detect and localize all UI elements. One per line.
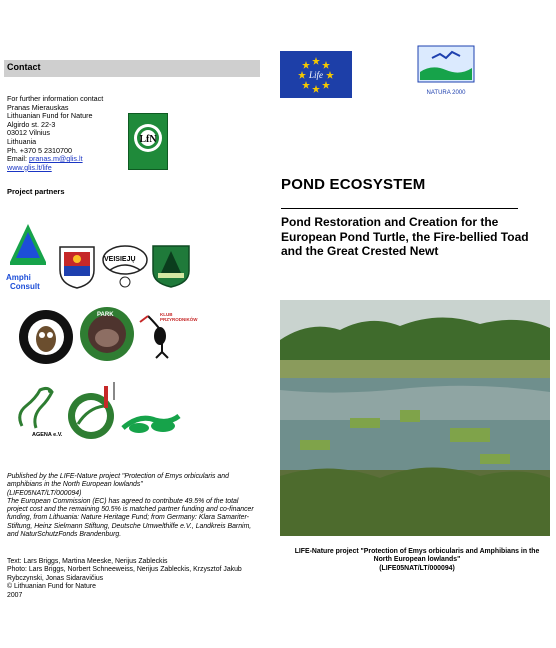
email-label: Email: bbox=[7, 154, 29, 164]
publication-line1: Published by the LIFE-Nature project "Protection of Emys orbicularis and amphibians in the North European lowlands" bbox=[7, 473, 229, 489]
page-subtitle: Pond Restoration and Creation for the European Pond Turtle, the Fire-bellied Toad and the Great Crested Newt bbox=[281, 215, 529, 259]
consult-label: Consult bbox=[10, 282, 40, 291]
eu-life-label: Life bbox=[308, 70, 324, 80]
nature-conservation-center-logo bbox=[64, 380, 118, 446]
owl-society-logo bbox=[16, 308, 76, 366]
publication-info bbox=[7, 473, 259, 539]
publication-line2: (LIFE05NAT/LT/000094) bbox=[7, 489, 82, 497]
photo-caption bbox=[286, 548, 548, 573]
landscape-park-logo bbox=[79, 306, 135, 362]
contact-phone: Ph. +370 5 2310700 bbox=[7, 145, 72, 155]
lfn-logo-text: LfN bbox=[139, 134, 157, 145]
partners-header: Project partners bbox=[7, 187, 65, 196]
credits-copyright: © Lithuanian Fund for Nature bbox=[7, 583, 96, 591]
contact-line: For further information contact bbox=[7, 94, 104, 103]
caption-line2: (LIFE05NAT/LT/000094) bbox=[379, 564, 455, 572]
publication-line3: The European Commission (EC) has agreed to contribute 49.5% of the total project cost and the remaining 50.5% is matched partner funding and co-financer funding, from Lithuania: Nature Heritage Fund; from Germany: Klara Samariter-Stiftung, Heinz Sielmann Stiftung, Deutsche Umwelthilfe e.V., Landkreis Barnim, and NaturSchutzFonds Brandenburg. bbox=[7, 497, 254, 539]
klub-label: KLUB PRZYRODNIKÓW bbox=[160, 312, 198, 322]
title-divider bbox=[281, 208, 518, 209]
pond-photo bbox=[280, 300, 550, 536]
contact-street: Algirdo st. 22-3 bbox=[7, 119, 56, 129]
agena-label: AGENA e.V. bbox=[32, 432, 63, 438]
contact-city: 03012 Vilnius bbox=[7, 128, 51, 138]
website-link[interactable]: www.glis.lt/life bbox=[7, 162, 52, 172]
amphi-consult-logo bbox=[6, 222, 50, 291]
contact-info bbox=[7, 95, 137, 172]
page-title: POND ECOSYSTEM bbox=[281, 176, 426, 193]
contact-header-bar bbox=[4, 60, 260, 77]
contact-name: Pranas Mierauskas bbox=[7, 102, 69, 112]
contact-org: Lithuanian Fund for Nature bbox=[7, 111, 93, 121]
credits-text: Text: Lars Briggs, Martina Meeske, Nerijus Zableckis bbox=[7, 558, 168, 565]
veisieju-regional-park-logo bbox=[100, 242, 150, 290]
veisieju-label: VEISIEJŲ bbox=[104, 256, 136, 263]
credits bbox=[7, 558, 265, 600]
lithuanian-fund-for-nature-logo bbox=[128, 113, 168, 170]
natura-label: NATURA 2000 bbox=[426, 90, 466, 96]
park-label: PARK bbox=[97, 312, 114, 318]
amphi-label: Amphi bbox=[6, 273, 31, 282]
george-august-university-logo bbox=[119, 398, 183, 440]
klub-przyrodnikow-logo bbox=[136, 306, 198, 364]
natura-2000-logo bbox=[412, 42, 480, 98]
credits-photo: Photo: Lars Briggs, Norbert Schneeweiss, Nerijus Zableckis, Krzysztof Jakub Rybczynski, Jonas Sidaravičius bbox=[7, 566, 242, 582]
contact-header: Contact bbox=[7, 62, 41, 72]
caption-line1: LIFE-Nature project "Protection of Emys orbicularis and Amphibians in the North European lowlands" bbox=[294, 548, 540, 564]
contact-country: Lithuania bbox=[7, 136, 37, 146]
shield-emblem-logo bbox=[57, 244, 97, 290]
email-link[interactable]: pranas.m@glis.lt bbox=[28, 154, 83, 164]
eu-life-flag-logo bbox=[280, 51, 352, 98]
agena-newt-logo bbox=[14, 384, 64, 444]
credits-year: 2007 bbox=[7, 591, 23, 599]
zuvinto-reserve-logo bbox=[150, 243, 192, 289]
